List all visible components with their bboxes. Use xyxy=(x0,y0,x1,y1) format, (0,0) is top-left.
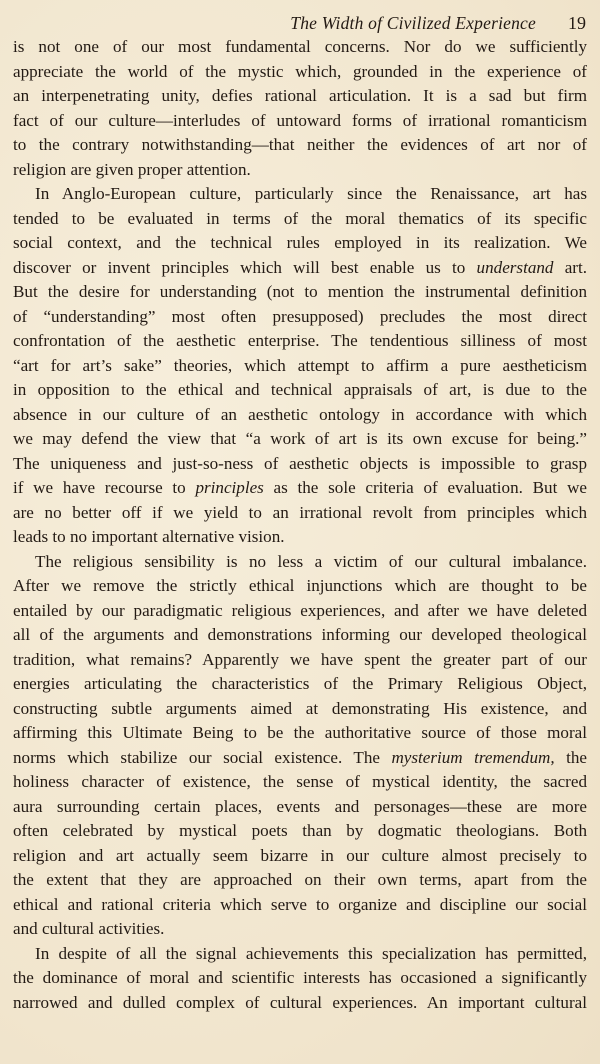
text-line: In despite of all the signal achievements this specialization has permitted, xyxy=(35,943,587,963)
paragraph xyxy=(13,35,587,182)
text-line: we may defend the view that “a work of art is its own excuse for being.” xyxy=(13,429,587,448)
text-line: But the desire for understanding (not to mention the instrumental definition xyxy=(13,282,587,301)
text-line: leads to no important alternative vision. xyxy=(13,527,285,546)
text-line: ethical and rational criteria which serve to organize and discipline our social xyxy=(13,894,587,914)
paragraph xyxy=(13,182,587,550)
page-number: 19 xyxy=(568,13,586,33)
text-line: an interpenetrating unity, defies rational articulation. It is a sad but firm xyxy=(13,86,587,105)
paragraph xyxy=(13,550,587,942)
text-line: the dominance of moral and scientific interests has occasioned a significantly xyxy=(13,968,587,987)
text-line: After we remove the strictly ethical injunctions which are thought to be xyxy=(13,576,587,595)
emphasis: principles xyxy=(195,478,264,497)
text-line: The uniqueness and just-so-ness of aesthetic objects is impossible to grasp xyxy=(13,453,587,473)
text-line: religion are given proper attention. xyxy=(13,159,251,179)
text-line: the extent that they are approached on their own terms, apart from the xyxy=(13,870,587,889)
text-line: are no better off if we yield to an irrational revolt from principles which xyxy=(13,502,587,522)
body-text xyxy=(13,35,587,1015)
text-line: religion and art actually seem bizarre in our culture almost precisely to xyxy=(13,845,587,865)
text-line: narrowed and dulled complex of cultural experiences. An important cultural xyxy=(13,992,587,1012)
text-line: energies articulating the characteristics of the Primary Religious Object, xyxy=(13,674,587,693)
text-line: discover or invent principles which will best enable us to understand art. xyxy=(13,257,587,277)
text-line: of “understanding” most often presupposed) precludes the most direct xyxy=(13,306,587,326)
emphasis: understand xyxy=(476,257,554,277)
text-line: In Anglo-European culture, particularly since the Renaissance, art has xyxy=(35,184,587,203)
text-line: confrontation of the aesthetic enterprise. The tendentious silliness of most xyxy=(13,331,587,350)
text-line: “art for art’s sake” theories, which attempt to affirm a pure aestheticism xyxy=(13,355,587,375)
text-line: constructing subtle arguments aimed at demonstrating His existence, and xyxy=(13,698,587,718)
text-line: in opposition to the ethical and technical appraisals of art, is due to the xyxy=(13,380,587,399)
text-line: is not one of our most fundamental concerns. Nor do we sufficiently xyxy=(13,37,587,56)
text-line: aura surrounding certain places, events and personages—these are more xyxy=(13,796,587,816)
text-line: norms which stabilize our social existence. The mysterium tremendum, the xyxy=(13,747,587,767)
text-line: tended to be evaluated in terms of the moral thematics of its specific xyxy=(13,208,587,228)
text-line: tradition, what remains? Apparently we have spent the greater part of our xyxy=(13,649,587,669)
text-line: social context, and the technical rules employed in its realization. We xyxy=(13,233,587,252)
paragraph xyxy=(13,942,587,1016)
text-line: to the contrary notwithstanding—that neither the evidences of art nor of xyxy=(13,135,587,154)
text-line: entailed by our paradigmatic religious experiences, and after we have deleted xyxy=(13,600,587,620)
text-line: all of the arguments and demonstrations informing our developed theological xyxy=(13,625,587,644)
text-line: holiness character of existence, the sense of mystical identity, the sacred xyxy=(13,772,587,791)
text-line: The religious sensibility is no less a victim of our cultural imbalance. xyxy=(35,551,587,571)
text-line: appreciate the world of the mystic which, grounded in the experience of xyxy=(13,61,587,81)
text-line: often celebrated by mystical poets than by dogmatic theologians. Both xyxy=(13,821,587,840)
running-title: The Width of Civilized Experience xyxy=(290,13,536,33)
emphasis: mysterium tremendum, xyxy=(391,747,555,767)
text-line: absence in our culture of an aesthetic ontology in accordance with which xyxy=(13,404,587,424)
text-line: and cultural activities. xyxy=(13,919,165,938)
text-line: if we have recourse to principles as the sole criteria of evaluation. But we xyxy=(13,478,588,497)
text-line: fact of our culture—interludes of untoward forms of irrational romanticism xyxy=(13,110,587,130)
text-line: affirming this Ultimate Being to be the authoritative source of those moral xyxy=(13,723,587,742)
